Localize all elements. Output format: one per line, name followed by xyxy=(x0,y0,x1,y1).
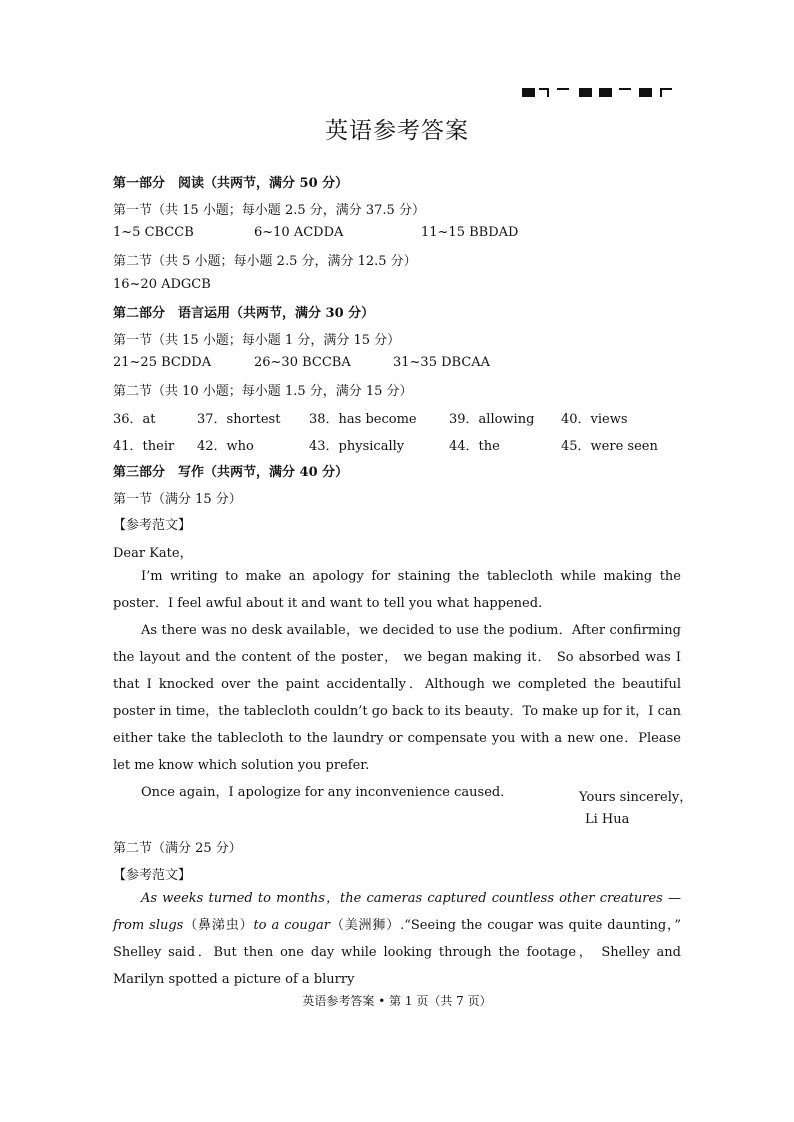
part1-heading: 第一部分 阅读（共两节，满分 50 分） xyxy=(113,176,349,191)
answer-group: 26~30 BCCBA xyxy=(254,355,351,370)
answer-item: 43．physically xyxy=(309,439,405,454)
part2-section2-row1 xyxy=(113,408,673,426)
paper-code-marks xyxy=(522,88,682,98)
part3-section1-heading: 第一节（满分 15 分） xyxy=(113,492,242,507)
story-continuation xyxy=(113,885,681,993)
story-text: As weeks turned to months，the cameras captured countless other creatures — from slugs xyxy=(113,891,681,933)
letter-closing: Yours sincerely， xyxy=(579,790,693,805)
answer-group: 1~5 CBCCB xyxy=(113,225,194,240)
answer-group: 6~10 ACDDA xyxy=(254,225,344,240)
story-text: to a cougar xyxy=(253,918,330,933)
sample-essay-label: 【参考范文】 xyxy=(113,868,192,883)
part3-heading: 第三部分 写作（共两节，满分 40 分） xyxy=(113,465,349,480)
answer-item: 37．shortest xyxy=(197,412,281,427)
letter-body xyxy=(113,563,681,806)
answer-group: 11~15 BBDAD xyxy=(421,225,519,240)
answer-item: 36．at xyxy=(113,412,156,427)
part1-section1-heading: 第一节（共 15 小题；每小题 2.5 分，满分 37.5 分） xyxy=(113,203,425,218)
page-footer: 英语参考答案 • 第 1 页（共 7 页） xyxy=(302,994,492,1008)
answer-group: 31~35 DBCAA xyxy=(393,355,491,370)
part3-section2-heading: 第二节（满分 25 分） xyxy=(113,841,242,856)
answer-group: 16~20 ADGCB xyxy=(113,277,211,292)
part2-section2-row2 xyxy=(113,435,673,453)
part2-section2-heading: 第二节（共 10 小题；每小题 1.5 分，满分 15 分） xyxy=(113,384,413,399)
answer-item: 38．has become xyxy=(309,412,417,427)
letter-paragraph: Once again，I apologize for any inconvenience caused． xyxy=(141,785,514,800)
answer-group: 21~25 BCDDA xyxy=(113,355,212,370)
letter-signature: Li Hua xyxy=(585,812,630,827)
letter-salutation: Dear Kate， xyxy=(113,546,193,561)
story-text: （鼻涕虫） xyxy=(183,918,254,933)
page-title: 英语参考答案 xyxy=(325,118,469,144)
answer-item: 45．were seen xyxy=(561,439,658,454)
answer-item: 42．who xyxy=(197,439,254,454)
letter-paragraph: I’m writing to make an apology for staining the tablecloth while making the poster．I feel awful about it and want to tell you what happened. xyxy=(113,569,681,611)
answer-item: 39．allowing xyxy=(449,412,535,427)
part2-heading: 第二部分 语言运用（共两节，满分 30 分） xyxy=(113,306,375,321)
letter-paragraph: As there was no desk available，we decided to use the podium．After confirming the layout and the content of the poster， we began making it． So absorbed was I that I knocked over the paint accidentally．Although we completed the beautiful poster in time，the tablecloth couldn’t go back to its beauty．To make up for it，I can either take the tablecloth to the laundry or compensate you with a new one．Please let me know which solution you prefer. xyxy=(113,623,681,773)
answer-item: 40．views xyxy=(561,412,628,427)
sample-essay-label: 【参考范文】 xyxy=(113,518,192,533)
part2-section1-heading: 第一节（共 15 小题；每小题 1 分，满分 15 分） xyxy=(113,333,401,348)
part1-section2-heading: 第二节（共 5 小题；每小题 2.5 分，满分 12.5 分） xyxy=(113,254,417,269)
story-text: （美洲狮）.“Seeing the cougar was quite daunting，” Shelley said．But then one day while looking through the footage， Shelley and Marilyn spotted a picture of a blurry xyxy=(113,918,681,987)
answer-item: 44．the xyxy=(449,439,500,454)
part2-section1-answers xyxy=(113,355,613,373)
answer-item: 41．their xyxy=(113,439,175,454)
part1-section1-answers xyxy=(113,225,613,243)
